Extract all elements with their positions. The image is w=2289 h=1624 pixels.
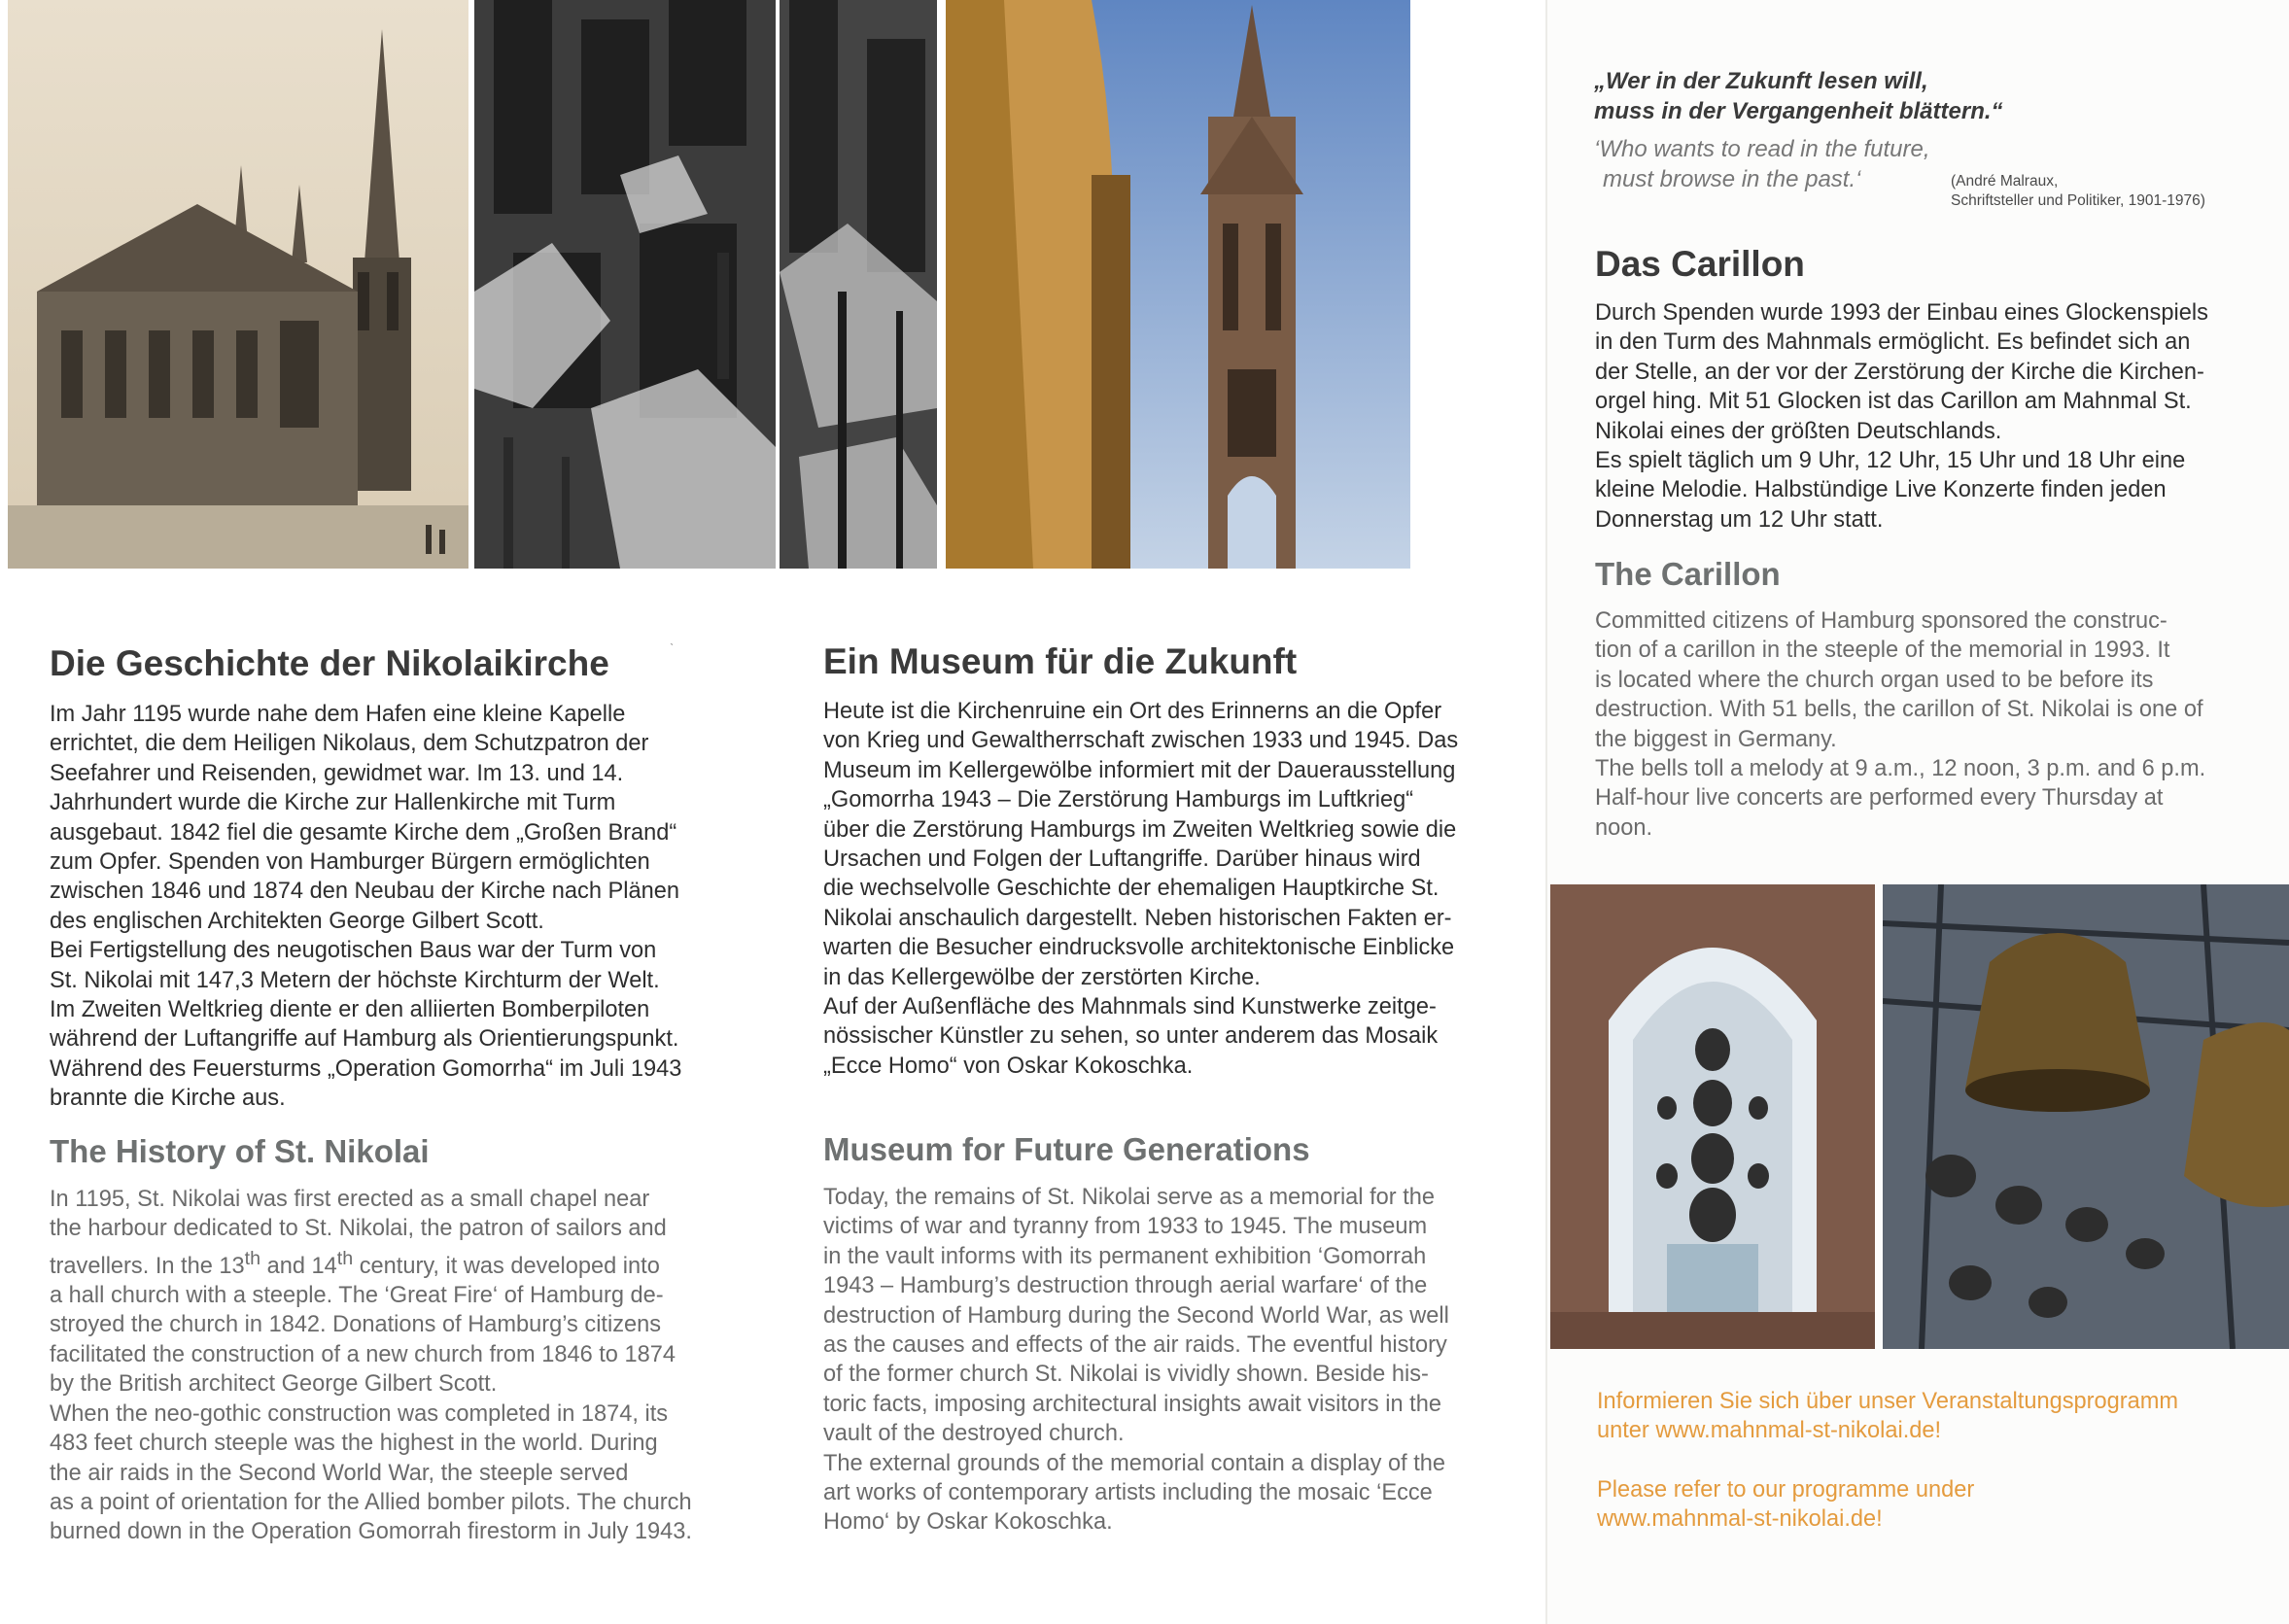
text-line: ausgebaut. 1842 fiel die gesamte Kirche dem „Großen Brand“ bbox=[50, 819, 677, 846]
history-heading-de: Die Geschichte der Nikolaikirche bbox=[50, 643, 609, 683]
text-line: die wechselvolle Geschichte der ehemaligen Hauptkirche St. bbox=[823, 876, 1439, 902]
quote-en-line1: ‘Who wants to read in the future, bbox=[1594, 136, 1930, 162]
text-line: Heute ist die Kirchenruine ein Ort des Erinnerns an die Opfer bbox=[823, 699, 1442, 724]
info-german bbox=[1597, 1387, 2178, 1446]
info-de-line2: unter www.mahnmal-st-nikolai.de! bbox=[1597, 1418, 1942, 1444]
museum-heading-de: Ein Museum für die Zukunft bbox=[823, 641, 1298, 681]
text-line: the harbour dedicated to St. Nikolai, the patron of sailors and bbox=[50, 1216, 667, 1242]
text-line: der Stelle, an der vor der Zerstörung der Kirche die Kirchen- bbox=[1595, 359, 2204, 385]
text-run: and 14 bbox=[260, 1253, 337, 1279]
carillon-heading-de: Das Carillon bbox=[1595, 244, 1805, 284]
text-run: century, it was developed into bbox=[353, 1253, 660, 1279]
text-line: zwischen 1846 und 1874 den Neubau der Kirche nach Plänen bbox=[50, 879, 679, 905]
carillon-heading-en: The Carillon bbox=[1595, 556, 1781, 592]
text-line: The external grounds of the memorial contain a display of the bbox=[823, 1450, 1446, 1476]
quote-de-line1: „Wer in der Zukunft lesen will, bbox=[1594, 68, 1928, 94]
text-line: the biggest in Germany. bbox=[1595, 726, 1837, 752]
info-en-line2: www.mahnmal-st-nikolai.de! bbox=[1597, 1506, 1883, 1533]
text-line: „Ecce Homo“ von Oskar Kokoschka. bbox=[823, 1053, 1194, 1079]
quote-german bbox=[1594, 66, 2003, 126]
tower-sky-photo bbox=[946, 0, 1410, 569]
text-line: errichtet, die dem Heiligen Nikolaus, dem Schutzpatron der bbox=[50, 731, 649, 757]
ordinal-suffix: th bbox=[336, 1247, 354, 1269]
text-line: Jahrhundert wurde die Kirche zur Hallenkirche mit Turm bbox=[50, 790, 616, 816]
text-line: destruction of Hamburg during the Second World War, as well bbox=[823, 1302, 1449, 1329]
text-line: facilitated the construction of a new church from 1846 to 1874 bbox=[50, 1341, 676, 1367]
text-line: stroyed the church in 1842. Donations of Hamburg’s citizens bbox=[50, 1312, 662, 1338]
fold-line bbox=[1545, 0, 1547, 1624]
quote-de-line2: muss in der Vergangenheit blättern.“ bbox=[1594, 98, 2003, 124]
carillon-window-photo bbox=[1550, 884, 1875, 1349]
history-heading-en: The History of St. Nikolai bbox=[50, 1133, 430, 1169]
text-line: Nikolai eines der größten Deutschlands. bbox=[1595, 418, 2002, 444]
text-line: Im Zweiten Weltkrieg diente er den alliierten Bomberpiloten bbox=[50, 997, 650, 1023]
text-line: The bells toll a melody at 9 a.m., 12 noon, 3 p.m. and 6 p.m. bbox=[1595, 756, 2206, 782]
text-line: by the British architect George Gilbert Scott. bbox=[50, 1371, 498, 1398]
text-line: Bei Fertigstellung des neugotischen Baus war der Turm von bbox=[50, 938, 657, 964]
church-engraving-image bbox=[8, 0, 468, 569]
text-line: the air raids in the Second World War, the steeple served bbox=[50, 1460, 629, 1486]
text-line: Ursachen und Folgen der Luftangriffe. Darüber hinaus wird bbox=[823, 847, 1421, 873]
museum-text-en bbox=[823, 1183, 1449, 1538]
text-line: toric facts, imposing architectural insights await visitors in the bbox=[823, 1391, 1441, 1417]
text-line: Museum im Kellergewölbe informiert mit der Dauerausstellung bbox=[823, 757, 1456, 783]
quote-english bbox=[1594, 134, 1930, 194]
info-english bbox=[1597, 1475, 1974, 1535]
text-line: victims of war and tyranny from 1933 to 1945. The museum bbox=[823, 1214, 1428, 1240]
carillon-text-en bbox=[1595, 606, 2205, 843]
text-line: of the former church St. Nikolai is vividly shown. Beside his- bbox=[823, 1362, 1429, 1388]
text-line: 1943 – Hamburg’s destruction through aerial warfare‘ of the bbox=[823, 1273, 1428, 1299]
carillon-bells-photo bbox=[1883, 884, 2289, 1349]
text-line: When the neo-gothic construction was completed in 1874, its bbox=[50, 1400, 669, 1427]
text-line: von Krieg und Gewaltherrschaft zwischen 1933 und 1945. Das bbox=[823, 728, 1459, 754]
ordinal-suffix: th bbox=[244, 1247, 261, 1269]
text-line: Today, the remains of St. Nikolai serve as a memorial for the bbox=[823, 1185, 1435, 1210]
text-line: Es spielt täglich um 9 Uhr, 12 Uhr, 15 Uhr und 18 Uhr eine bbox=[1595, 448, 2186, 474]
text-line: orgel hing. Mit 51 Glocken ist das Carillon am Mahnmal St. bbox=[1595, 389, 2192, 415]
text-line: Half-hour live concerts are performed every Thursday at bbox=[1595, 785, 2164, 812]
text-line: art works of contemporary artists including the mosaic ‘Ecce bbox=[823, 1480, 1433, 1506]
museum-heading-en: Museum for Future Generations bbox=[823, 1131, 1310, 1167]
ruins-photo-right bbox=[780, 0, 937, 569]
text-line: nössischer Künstler zu sehen, so unter anderem das Mosaik bbox=[823, 1023, 1439, 1050]
text-line: as a point of orientation for the Allied bomber pilots. The church bbox=[50, 1489, 692, 1515]
info-en-line1: Please refer to our programme under bbox=[1597, 1477, 1975, 1503]
text-line: Seefahrer und Reisenden, gewidmet war. Im 13. und 14. bbox=[50, 760, 624, 786]
text-line: Im Jahr 1195 wurde nahe dem Hafen eine kleine Kapelle bbox=[50, 702, 626, 727]
text-line: Committed citizens of Hamburg sponsored the construc- bbox=[1595, 608, 2168, 634]
text-line: Durch Spenden wurde 1993 der Einbau eines Glockenspiels bbox=[1595, 300, 2208, 326]
text-line: „Gomorrha 1943 – Die Zerstörung Hamburgs im Luftkrieg“ bbox=[823, 787, 1414, 813]
text-line: is located where the church organ used to be before its bbox=[1595, 667, 2154, 693]
text-line: Donnerstag um 12 Uhr statt. bbox=[1595, 506, 1884, 533]
info-de-line1: Informieren Sie sich über unser Veranstaltungsprogramm bbox=[1597, 1389, 2178, 1414]
text-line: in the vault informs with its permanent exhibition ‘Gomorrah bbox=[823, 1243, 1427, 1269]
text-line: burned down in the Operation Gomorrah firestorm in July 1943. bbox=[50, 1519, 692, 1545]
text-line: während der Luftangriffe auf Hamburg als Orientierungspunkt. bbox=[50, 1026, 679, 1053]
text-line: kleine Melodie. Halbstündige Live Konzerte finden jeden bbox=[1595, 477, 2167, 503]
museum-text-de bbox=[823, 697, 1458, 1081]
quote-en-line2: must browse in the past.‘ bbox=[1603, 166, 1861, 192]
text-line: In 1195, St. Nikolai was first erected as a small chapel near bbox=[50, 1187, 650, 1212]
history-text-de bbox=[50, 700, 681, 1114]
text-line: warten die Besucher eindrucksvolle architektonische Einblicke bbox=[823, 935, 1455, 961]
carillon-text-de bbox=[1595, 298, 2208, 535]
text-line bbox=[50, 1244, 692, 1281]
ruins-photo-left bbox=[474, 0, 776, 569]
text-line: Während des Feuersturms „Operation Gomorrha“ im Juli 1943 bbox=[50, 1055, 682, 1082]
text-line: Auf der Außenfläche des Mahnmals sind Kunstwerke zeitge- bbox=[823, 994, 1437, 1020]
stray-mark: ˎ bbox=[670, 630, 675, 645]
text-line: St. Nikolai mit 147,3 Metern der höchste Kirchturm der Welt. bbox=[50, 967, 660, 993]
text-line: Nikolai anschaulich dargestellt. Neben historischen Fakten er- bbox=[823, 905, 1452, 931]
attribution-line1: (André Malraux, bbox=[1951, 173, 2059, 190]
text-line: in das Kellergewölbe der zerstörten Kirche. bbox=[823, 964, 1261, 990]
text-line: über die Zerstörung Hamburgs im Zweiten Weltkrieg sowie die bbox=[823, 816, 1457, 843]
text-line: as the causes and effects of the air raids. The eventful history bbox=[823, 1332, 1447, 1359]
history-text-en bbox=[50, 1185, 692, 1547]
text-line: tion of a carillon in the steeple of the memorial in 1993. It bbox=[1595, 638, 2170, 664]
text-line: in den Turm des Mahnmals ermöglicht. Es befindet sich an bbox=[1595, 329, 2191, 356]
text-line: a hall church with a steeple. The ‘Great Fire‘ of Hamburg de- bbox=[50, 1283, 664, 1309]
text-line: noon. bbox=[1595, 814, 1653, 841]
attribution-line2: Schriftsteller und Politiker, 1901-1976) bbox=[1951, 192, 2205, 209]
text-line: vault of the destroyed church. bbox=[823, 1421, 1125, 1447]
quote-attribution bbox=[1951, 172, 2205, 211]
text-run: travellers. In the 13 bbox=[50, 1253, 245, 1279]
text-line: destruction. With 51 bells, the carillon of St. Nikolai is one of bbox=[1595, 697, 2203, 723]
text-line: des englischen Architekten George Gilbert Scott. bbox=[50, 908, 544, 934]
text-line: zum Opfer. Spenden von Hamburger Bürgern ermöglichten bbox=[50, 849, 650, 876]
text-line: brannte die Kirche aus. bbox=[50, 1086, 286, 1112]
text-line: Homo‘ by Oskar Kokoschka. bbox=[823, 1509, 1113, 1536]
text-line: 483 feet church steeple was the highest in the world. During bbox=[50, 1431, 658, 1457]
